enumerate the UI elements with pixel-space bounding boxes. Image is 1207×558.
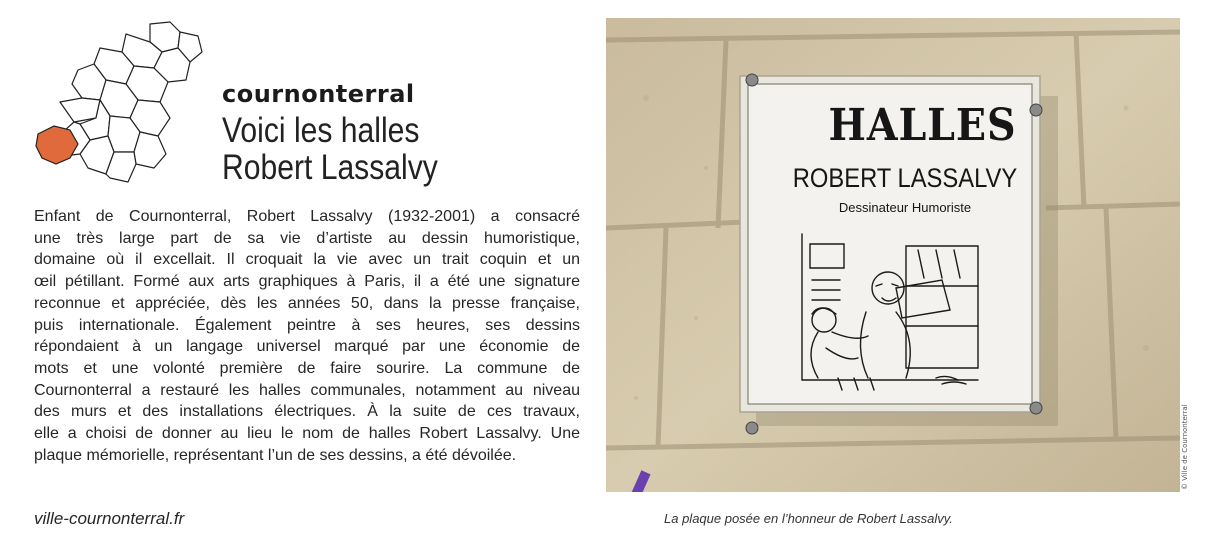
photo-caption: La plaque posée en l’honneur de Robert Lassalvy. <box>664 511 953 526</box>
plaque-name: ROBERT LASSALVY <box>792 163 1018 193</box>
body-line: puis internationale. Également peintre à ses heures, ses dessins <box>34 316 580 334</box>
article-body <box>34 206 580 466</box>
body-line: Enfant de Cournonterral, Robert Lassalvy (1932-2001) a consacré <box>34 208 580 225</box>
body-line: œil pétillant. Formé aux arts graphiques à Paris, il a été une signature <box>34 273 580 291</box>
photo-credit: © Ville de Cournonterral <box>1181 404 1189 490</box>
headline-line: Voici les halles <box>222 111 420 150</box>
commune-name: cournonterral <box>222 80 415 108</box>
body-line: elle a choisi de donner au lieu le nom de halles Robert Lassalvy. Une <box>34 425 580 443</box>
plaque-title: HALLES <box>828 100 1017 151</box>
body-line: domaine où il excellait. Il croquait la vie avec un trait coquin et un <box>34 251 580 269</box>
commune-map-icon <box>30 18 220 198</box>
source-link[interactable]: ville-cournonterral.fr <box>34 509 185 528</box>
body-line: répondaient à un langage universel marqué par une économie de <box>34 338 580 356</box>
plaque-photo <box>606 18 1180 492</box>
body-line: des murs et des installations électriques. À la suite de ces travaux, <box>34 403 580 421</box>
plaque-subtitle: Dessinateur Humoriste <box>838 200 972 215</box>
article-headline <box>222 112 506 186</box>
headline-line: Robert Lassalvy <box>222 148 438 187</box>
body-line: mots et une volonté première de faire sourire. La commune de <box>34 359 580 377</box>
body-line: plaque mémorielle, représentant l’un de ses dessins, a été dévoilée. <box>34 446 517 464</box>
body-line: une très large part de sa vie d’artiste au dessin humoristique, <box>34 229 580 247</box>
body-line: reconnue et appréciée, dès les années 50, dans la presse française, <box>34 294 580 312</box>
body-line: Cournonterral a restauré les halles communales, notamment au niveau <box>34 381 580 399</box>
